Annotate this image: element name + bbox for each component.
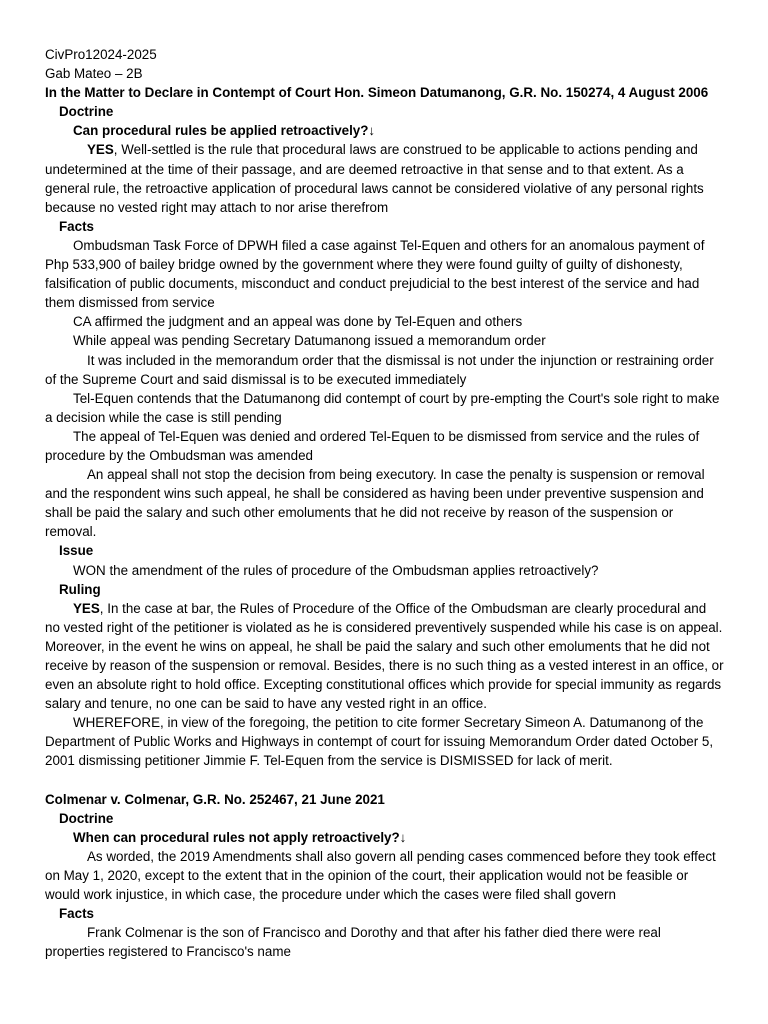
case2-title: Colmenar v. Colmenar, G.R. No. 252467, 21 June 2021: [45, 791, 385, 807]
course-line: CivPro12024-2025: [45, 47, 157, 62]
case1-fact-4: It was included in the memorandum order that the dismissal is not under the injunction or restraining order of the Supreme Court and said dismissal is to be executed immediately: [45, 352, 714, 387]
case1-fact-1: Ombudsman Task Force of DPWH filed a case against Tel-Equen and others for an anomalous payment of Php 533,900 of bailey bridge owned by the government where they were found guilty of guilty of dishonesty, falsification of public documents, misconduct and conduct prejudicial to the best interest of the service and had them dismissed from service: [45, 237, 705, 311]
case1-ruling: [45, 599, 724, 714]
case1-fact-2: CA affirmed the judgment and an appeal was done by Tel-Equen and others: [73, 314, 523, 330]
case2-fact-1: Frank Colmenar is the son of Francisco and Dorothy and that after his father died there were real properties registered to Francisco's name: [45, 925, 661, 960]
case1-doctrine-answer: [45, 140, 724, 216]
case1-issue: WON the amendment of the rules of procedure of the Ombudsman applies retroactively?: [73, 562, 599, 578]
case1-doctrine-answer-lead: YES: [87, 142, 114, 158]
case1-ruling-heading: Ruling: [59, 581, 101, 597]
case1-doctrine-heading: Doctrine: [59, 104, 114, 120]
case1-fact-3: While appeal was pending Secretary Datumanong issued a memorandum order: [73, 333, 546, 349]
case1-fact-6: The appeal of Tel-Equen was denied and ordered Tel-Equen to be dismissed from service and the rules of procedure by the Ombudsman was amended: [45, 428, 700, 463]
case1-issue-heading: Issue: [59, 543, 94, 559]
section-gap: [45, 771, 724, 790]
case1-ruling-text: , In the case at bar, the Rules of Procedure of the Office of the Ombudsman are clearly procedural and no vested right of the petitioner is violated as he is considered preventively suspended while his case is on appeal. Moreover, in the event he wins on appeal, he shall be paid the salary and such other emoluments that he did not receive by reason of the suspension or removal. Besides, there is no such thing as a vested interest in an office, or even an absolute right to hold office. Excepting constitutional offices which provide for special immunity as regards salary and tenure, no one can be said to have any vested right in an office.: [45, 600, 724, 712]
case2-facts-heading: Facts: [59, 906, 94, 922]
case2-doctrine-heading: Doctrine: [59, 810, 114, 826]
case2-doctrine-question: When can procedural rules not apply retroactively?↓: [73, 829, 407, 845]
case1-doctrine-question: Can procedural rules be applied retroactively?↓: [73, 123, 376, 139]
case1-ruling-lead: YES: [73, 600, 100, 616]
case1-title: In the Matter to Declare in Contempt of Court Hon. Simeon Datumanong, G.R. No. 150274, 4 August 2006: [45, 85, 709, 101]
case1-facts-heading: Facts: [59, 218, 94, 234]
case1-wherefore: WHEREFORE, in view of the foregoing, the petition to cite former Secretary Simeon A. Datumanong of the Department of Public Works and Highways in contempt of court for issuing Memorandum Order dated October 5, 2001 dismissing petitioner Jimmie F. Tel-Equen from the service is DISMISSED for lack of merit.: [45, 715, 714, 769]
case2-doctrine-answer: As worded, the 2019 Amendments shall also govern all pending cases commenced before they took effect on May 1, 2020, except to the extent that in the opinion of the court, their application would not be feasible or would work injustice, in which case, the procedure under which the cases were filed shall govern: [45, 848, 716, 903]
case1-doctrine-answer-text: , Well-settled is the rule that procedural laws are construed to be applicable to actions pending and undetermined at the time of their passage, and are deemed retroactive in that sense and to that extent. As a general rule, the retroactive application of procedural laws cannot be considered violative of any personal rights because no vested right may attach to nor arise therefrom: [45, 142, 704, 215]
author-line: Gab Mateo – 2B: [45, 66, 143, 82]
case1-fact-7: An appeal shall not stop the decision from being executory. In case the penalty is suspension or removal and the respondent wins such appeal, he shall be considered as having been under preventive suspension and shall be paid the salary and such other emoluments that he did not receive by reason of the suspension or removal.: [45, 467, 705, 540]
case1-fact-5: Tel-Equen contends that the Datumanong did contempt of court by pre-empting the Court's sole right to make a decision while the case is still pending: [45, 390, 720, 425]
